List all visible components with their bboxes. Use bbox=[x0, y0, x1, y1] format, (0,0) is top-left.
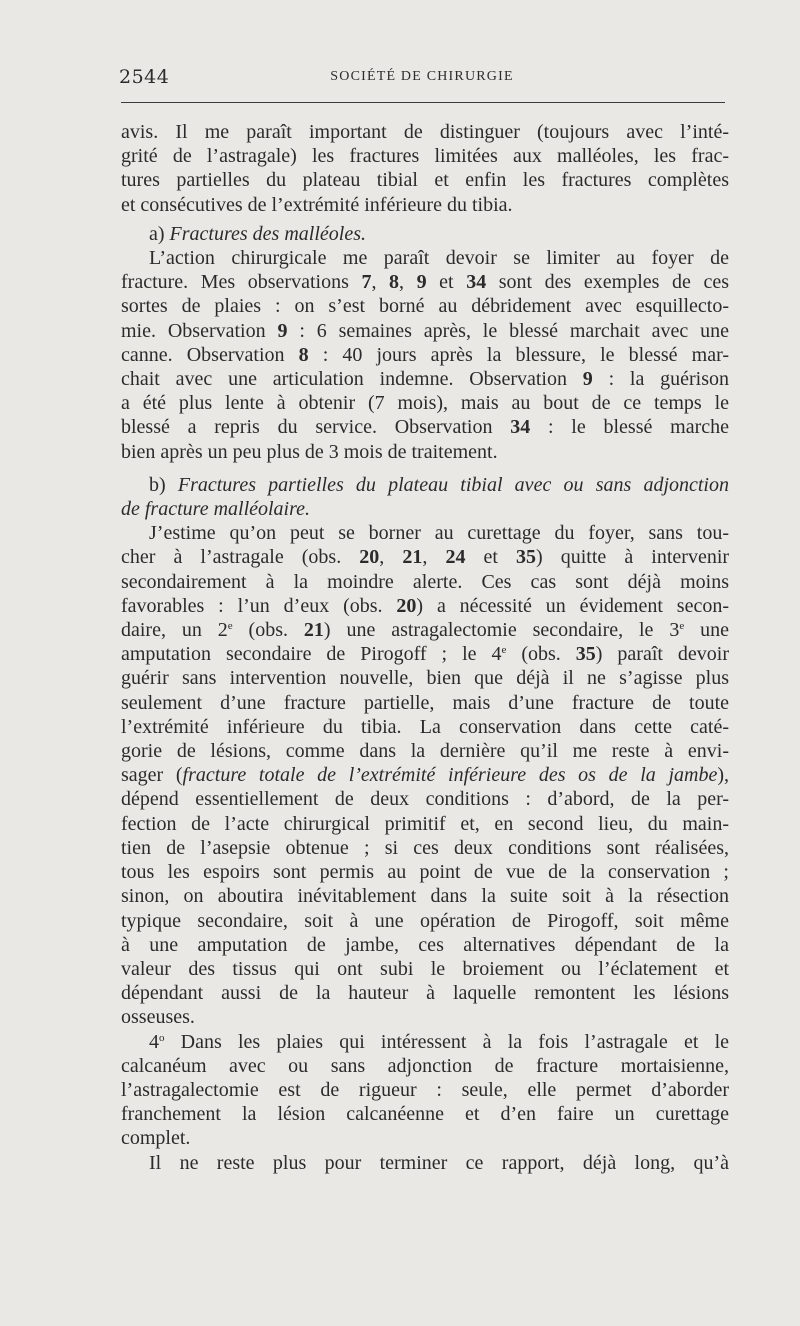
text-line: sinon, on aboutira inévitablement dans la suite soit à la résection bbox=[121, 885, 729, 908]
text-line: valeur des tissus qui ont subi le broiement ou l’éclatement et bbox=[121, 957, 729, 980]
obs-number: 20 bbox=[396, 594, 417, 617]
section-heading-b bbox=[121, 473, 729, 521]
header-rule bbox=[121, 102, 725, 103]
heading-title: de fracture malléolaire. bbox=[121, 498, 311, 521]
text-line bbox=[121, 367, 729, 391]
text-line: avis. Il me paraît important de distinguer (toujours avec l’inté- bbox=[121, 121, 729, 143]
text-line: à une amputation de jambe, ces alternatives dépendant de la bbox=[121, 933, 729, 956]
paragraph-plateau-tibial bbox=[121, 521, 729, 1029]
text-line: l’extrémité inférieure du tibia. La conservation dans cette caté- bbox=[121, 715, 729, 738]
obs-number: 9 bbox=[582, 368, 593, 391]
text-line bbox=[121, 618, 729, 642]
text-line: Il ne reste plus pour terminer ce rapport, déjà long, qu’à bbox=[149, 1151, 729, 1174]
text-line: complet. bbox=[121, 1127, 191, 1150]
heading-title: Fractures des malléoles. bbox=[169, 222, 366, 245]
heading-title: Fractures partielles du plateau tibial avec ou sans adjonction bbox=[177, 473, 729, 496]
obs-number: 20 bbox=[359, 546, 380, 569]
text-run: ) a nécessité un évidement secon- bbox=[416, 594, 729, 617]
text-line: guérir sans intervention nouvelle, bien que déjà il ne s’agisse plus bbox=[121, 667, 729, 690]
text-line: sortes de plaies : on s’est borné au débridement avec esquillecto- bbox=[121, 295, 729, 318]
obs-number: 35 bbox=[575, 643, 596, 666]
text-run: : le blessé marche bbox=[530, 416, 729, 439]
text-line: dépend essentiellement de deux conditions : d’abord, de la per- bbox=[121, 788, 729, 811]
text-run: amputation secondaire de Pirogoff ; le 4 bbox=[121, 643, 502, 666]
text-line bbox=[121, 594, 729, 618]
text-run: et bbox=[465, 546, 517, 569]
superscript: e bbox=[679, 620, 685, 633]
text-run: ) une astragalectomie secondaire, le 3 bbox=[323, 619, 680, 642]
text-line: tien de l’asepsie obtenue ; si ces deux conditions sont réalisées, bbox=[121, 836, 729, 859]
text-line bbox=[121, 1030, 729, 1054]
obs-number: 34 bbox=[466, 271, 487, 294]
page-number: 2544 bbox=[119, 66, 170, 88]
text-run: , bbox=[371, 271, 390, 294]
text-line: l’astragalectomie est de rigueur : seule, elle permet d’aborder bbox=[121, 1078, 729, 1101]
obs-number: 7 bbox=[361, 271, 372, 294]
text-run: 4 bbox=[149, 1030, 159, 1053]
text-line: secondairement à la moindre alerte. Ces cas sont déjà moins bbox=[121, 570, 729, 593]
text-run: ) quitte à intervenir bbox=[536, 546, 730, 569]
paragraph-intro bbox=[121, 120, 729, 217]
text-run: (obs. bbox=[232, 619, 304, 642]
text-line bbox=[121, 415, 729, 439]
text-run: , bbox=[399, 271, 417, 294]
text-run: : 40 jours après la blessure, le blessé mar- bbox=[308, 343, 729, 366]
text-run: Dans les plaies qui intéressent à la fois l’astragale et le bbox=[164, 1030, 729, 1053]
text-line: calcanéum avec ou sans adjonction de fracture mortaisienne, bbox=[121, 1054, 729, 1077]
text-run: ) paraît devoir bbox=[595, 643, 730, 666]
obs-number: 21 bbox=[303, 619, 324, 642]
italic-phrase: fracture totale de l’extrémité inférieure des os de la jambe bbox=[182, 764, 718, 787]
text-line: gorie de lésions, comme dans la dernière qu’il me reste à envi- bbox=[121, 740, 729, 763]
superscript: e bbox=[227, 620, 233, 633]
text-line: bien après un peu plus de 3 mois de traitement. bbox=[121, 440, 498, 463]
text-line bbox=[121, 343, 729, 367]
text-line bbox=[121, 763, 729, 787]
text-run: daire, un 2 bbox=[121, 619, 228, 642]
paragraph-closing bbox=[121, 1151, 729, 1175]
text-line: tous les espoirs sont permis au point de vue de la conservation ; bbox=[121, 861, 729, 884]
text-run: ), bbox=[717, 764, 729, 787]
text-line: franchement la lésion calcanéenne et d’en faire un curettage bbox=[121, 1103, 729, 1126]
text-run: sager ( bbox=[121, 764, 183, 787]
obs-number: 9 bbox=[277, 319, 288, 342]
superscript: o bbox=[159, 1031, 165, 1044]
text-line: et consécutives de l’extrémité inférieure du tibia. bbox=[121, 193, 513, 216]
text-line bbox=[121, 270, 729, 294]
text-line bbox=[121, 545, 729, 569]
text-run: favorables : l’un d’eux (obs. bbox=[121, 594, 397, 617]
text-line bbox=[121, 222, 729, 246]
page-header bbox=[119, 66, 725, 90]
obs-number: 8 bbox=[298, 343, 309, 366]
text-line bbox=[121, 473, 729, 497]
text-run: (obs. bbox=[506, 643, 576, 666]
text-line: L’action chirurgicale me paraît devoir se limiter au foyer de bbox=[149, 247, 729, 270]
section-heading-a bbox=[121, 222, 729, 246]
text-run: , bbox=[422, 546, 446, 569]
text-line: J’estime qu’on peut se borner au curettage du foyer, sans tou- bbox=[149, 522, 729, 545]
text-line: tures partielles du plateau tibial et enfin les fractures complètes bbox=[121, 169, 729, 192]
obs-number: 8 bbox=[389, 271, 400, 294]
paragraph-astragale-calcaneum bbox=[121, 1030, 729, 1151]
text-line: typique secondaire, soit à une opération de Pirogoff, soit même bbox=[121, 909, 729, 932]
text-line: grité de l’astragale) les fractures limitées aux malléoles, les frac- bbox=[121, 145, 729, 168]
text-run: et bbox=[426, 271, 467, 294]
text-line bbox=[121, 497, 729, 521]
heading-marker: b) bbox=[149, 473, 178, 496]
paragraph-malleoles bbox=[121, 246, 729, 464]
text-run: canne. Observation bbox=[121, 343, 299, 366]
text-line: a été plus lente à obtenir (7 mois), mais au bout de ce temps le bbox=[121, 392, 729, 415]
heading-marker: a) bbox=[149, 222, 170, 245]
text-run: : 6 semaines après, le blessé marchait avec une bbox=[287, 319, 730, 342]
superscript: e bbox=[501, 644, 507, 657]
text-line bbox=[121, 319, 729, 343]
text-run: , bbox=[379, 546, 403, 569]
running-title: SOCIÉTÉ DE CHIRURGIE bbox=[330, 69, 514, 84]
obs-number: 21 bbox=[402, 546, 423, 569]
text-line: fection de l’acte chirurgical primitif et, en second lieu, du main- bbox=[121, 812, 729, 835]
text-line: dépendant aussi de la hauteur à laquelle remontent les lésions bbox=[121, 982, 729, 1005]
text-run: cher à l’astragale (obs. bbox=[121, 546, 360, 569]
obs-number: 34 bbox=[510, 416, 531, 439]
obs-number: 24 bbox=[445, 546, 466, 569]
body-text bbox=[121, 120, 729, 1175]
text-run: blessé a repris du service. Observation bbox=[121, 416, 511, 439]
text-run: chait avec une articulation indemne. Observation bbox=[121, 368, 583, 391]
text-run: : la guérison bbox=[592, 368, 729, 391]
text-run: fracture. Mes observations bbox=[121, 271, 362, 294]
obs-number: 35 bbox=[516, 546, 537, 569]
obs-number: 9 bbox=[416, 271, 427, 294]
text-line: seulement d’une fracture partielle, mais d’une fracture de toute bbox=[121, 691, 729, 714]
text-line bbox=[121, 642, 729, 666]
text-run: mie. Observation bbox=[121, 319, 278, 342]
text-run: une bbox=[684, 619, 729, 642]
text-run: sont des exemples de ces bbox=[486, 271, 729, 294]
text-line: osseuses. bbox=[121, 1006, 195, 1029]
